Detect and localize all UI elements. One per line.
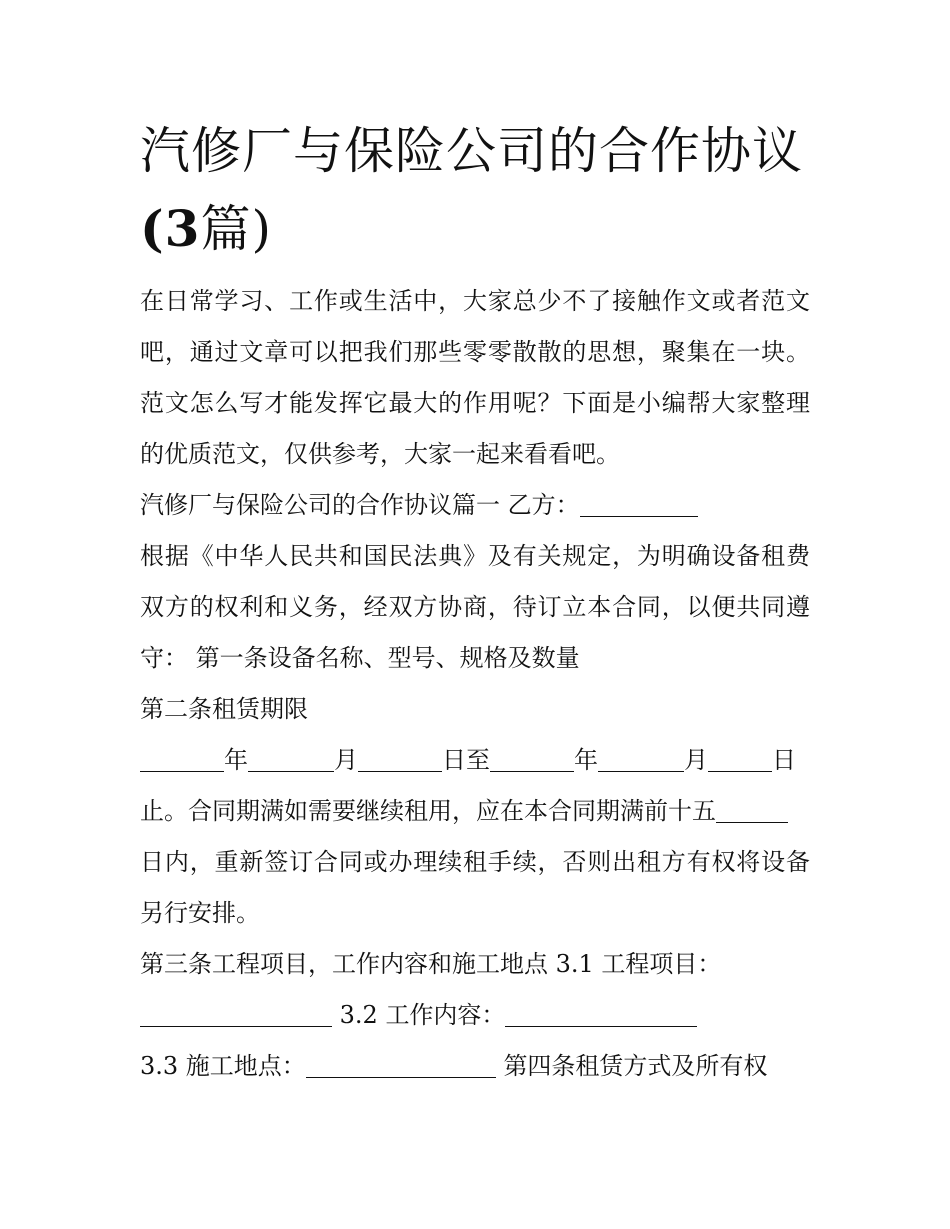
article-3-title: 第三条工程项目，工作内容和施工地点 3.1 工程项目： (140, 950, 722, 978)
year-label-2: 年 (574, 746, 598, 774)
section-heading: 汽修厂与保险公司的合作协议篇一 乙方： (140, 491, 580, 519)
basis-line-2: 双方的权利和义务，经双方协商，待订立本合同，以便共同遵 (140, 593, 810, 621)
title-count-word: 篇) (200, 200, 272, 258)
site-line (140, 1041, 830, 1092)
party-b-blank (580, 486, 698, 517)
basis-line-1: 根据《中华人民共和国民法典》及有关规定，为明确设备租费 (140, 542, 810, 570)
end-month-blank (598, 741, 684, 772)
start-day-blank (358, 741, 442, 772)
start-month-blank (248, 741, 334, 772)
title-line-1: 汽修厂与保险公司的合作协议 (140, 122, 803, 180)
article-2-title: 第二条租赁期限 (140, 695, 308, 723)
document-body (140, 276, 830, 1092)
document-title (140, 112, 840, 268)
renew-line-1 (140, 786, 830, 837)
renew-days-blank (716, 792, 788, 823)
intro-line-3: 范文怎么写才能发挥它最大的作用呢？下面是小编帮大家整理 (140, 389, 810, 417)
intro-line-2: 吧，通过文章可以把我们那些零零散散的思想，聚集在一块。 (140, 338, 810, 366)
intro-line-4: 的优质范文，仅供参考，大家一起来看看吧。 (140, 440, 620, 468)
month-label-2: 月 (684, 746, 708, 774)
project-blank (140, 996, 332, 1027)
day-to-label: 日至 (442, 746, 490, 774)
renew-line-2: 日内，重新签订合同或办理续租手续，否则出租方有权将设备 (140, 848, 810, 876)
section-heading-line (140, 480, 830, 531)
month-label: 月 (334, 746, 358, 774)
site-label: 3.3 施工地点： (140, 1052, 306, 1080)
lease-period-line (140, 735, 830, 786)
work-content-line (140, 990, 830, 1041)
end-day-blank (708, 741, 772, 772)
day-end-label: 日 (772, 746, 796, 774)
work-content-blank (505, 996, 697, 1027)
title-count-number: (3 (140, 199, 201, 258)
end-year-blank (490, 741, 574, 772)
renew-line-3: 另行安排。 (140, 899, 260, 927)
work-content-label: 3.2 工作内容： (339, 1001, 506, 1029)
year-label: 年 (224, 746, 248, 774)
article-4-title: 第四条租赁方式及所有权 (503, 1052, 768, 1080)
intro-line-1: 在日常学习、工作或生活中，大家总少不了接触作文或者范文 (140, 287, 810, 315)
renew-text-1: 止。合同期满如需要继续租用，应在本合同期满前十五 (140, 797, 716, 825)
start-year-blank (140, 741, 224, 772)
site-blank (306, 1047, 496, 1078)
basis-line-3: 守： 第一条设备名称、型号、规格及数量 (140, 644, 580, 672)
